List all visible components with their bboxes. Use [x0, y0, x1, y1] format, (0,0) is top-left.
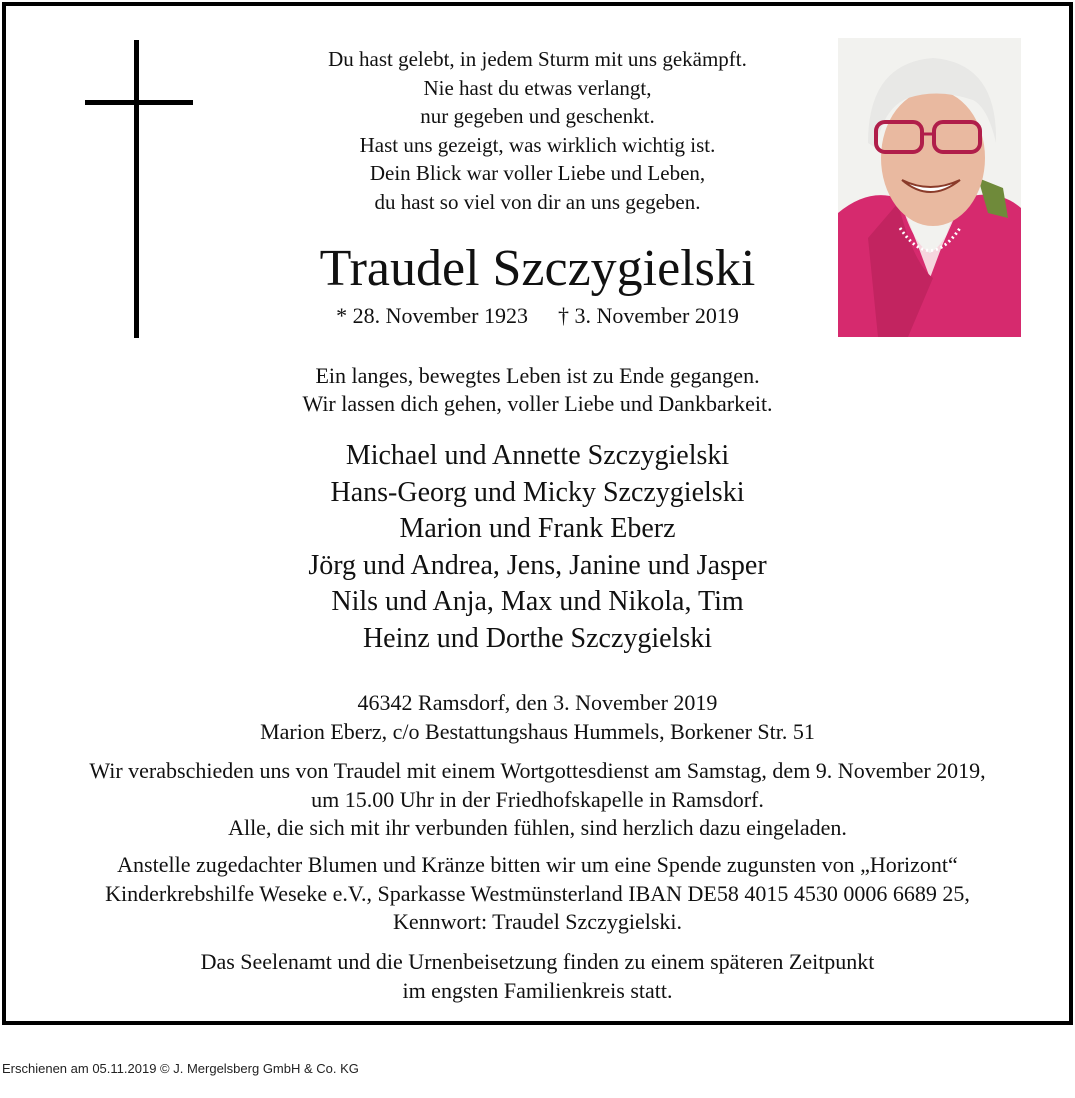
mourners-list: [0, 438, 1075, 657]
donation-request: [0, 851, 1075, 937]
publication-footer: Erschienen am 05.11.2019 © J. Mergelsberg GmbH & Co. KG: [2, 1061, 359, 1076]
service-line: um 15.00 Uhr in der Friedhofskapelle in Ramsdorf.: [311, 786, 764, 812]
place-and-contact: [0, 689, 1075, 746]
mourner-line: Hans-Georg und Micky Szczygielski: [330, 476, 745, 508]
service-line: Wir verabschieden uns von Traudel mit einem Wortgottesdienst am Samstag, dem 9. November 2019,: [89, 758, 986, 783]
farewell-line: Ein langes, bewegtes Leben ist zu Ende gegangen.: [315, 363, 760, 388]
farewell-line: Wir lassen dich gehen, voller Liebe und Dankbarkeit.: [302, 391, 773, 416]
mourner-line: Heinz und Dorthe Szczygielski: [362, 622, 713, 654]
mourner-line: Nils und Anja, Max und Nikola, Tim: [331, 586, 744, 617]
poem-line: du hast so viel von dir an uns gegeben.: [374, 189, 701, 214]
mourner-line: Marion und Frank Eberz: [399, 513, 676, 544]
mourner-line: Jörg und Andrea, Jens, Janine und Jasper: [308, 549, 767, 581]
poem-line: Du hast gelebt, in jedem Sturm mit uns gekämpft.: [328, 47, 747, 71]
poem-line: Nie hast du etwas verlangt,: [423, 75, 652, 100]
death-date: † 3. November 2019: [558, 303, 739, 328]
service-announcement: [0, 757, 1075, 843]
poem-line: Dein Blick war voller Liebe und Leben,: [369, 161, 706, 185]
birth-date: * 28. November 1923: [336, 303, 528, 328]
urn-line: im engsten Familienkreis statt.: [402, 977, 673, 1003]
poem-line: nur gegeben und geschenkt.: [420, 104, 655, 128]
poem: [0, 45, 1075, 216]
urn-burial-note: [0, 948, 1075, 1005]
place-date: 46342 Ramsdorf, den 3. November 2019: [357, 690, 718, 715]
life-dates: [0, 301, 1075, 331]
donation-line: Anstelle zugedachter Blumen und Kränze bitten wir um eine Spende zugunsten von „Horizont“: [117, 852, 958, 877]
farewell-text: [0, 362, 1075, 418]
deceased-name: Traudel Szczygielski: [319, 240, 756, 297]
contact-address: Marion Eberz, c/o Bestattungshaus Hummels, Borkener Str. 51: [260, 718, 815, 744]
urn-line: Das Seelenamt und die Urnenbeisetzung finden zu einem späteren Zeitpunkt: [200, 949, 875, 974]
donation-line: Kennwort: Traudel Szczygielski.: [392, 909, 683, 934]
poem-line: Hast uns gezeigt, was wirklich wichtig ist.: [359, 132, 716, 157]
mourner-line: Michael und Annette Szczygielski: [345, 440, 730, 471]
service-line: Alle, die sich mit ihr verbunden fühlen, sind herzlich dazu eingeladen.: [228, 815, 847, 840]
donation-line: Kinderkrebshilfe Weseke e.V., Sparkasse Westmünsterland IBAN DE58 4015 4530 0006 6689 25,: [105, 880, 970, 906]
